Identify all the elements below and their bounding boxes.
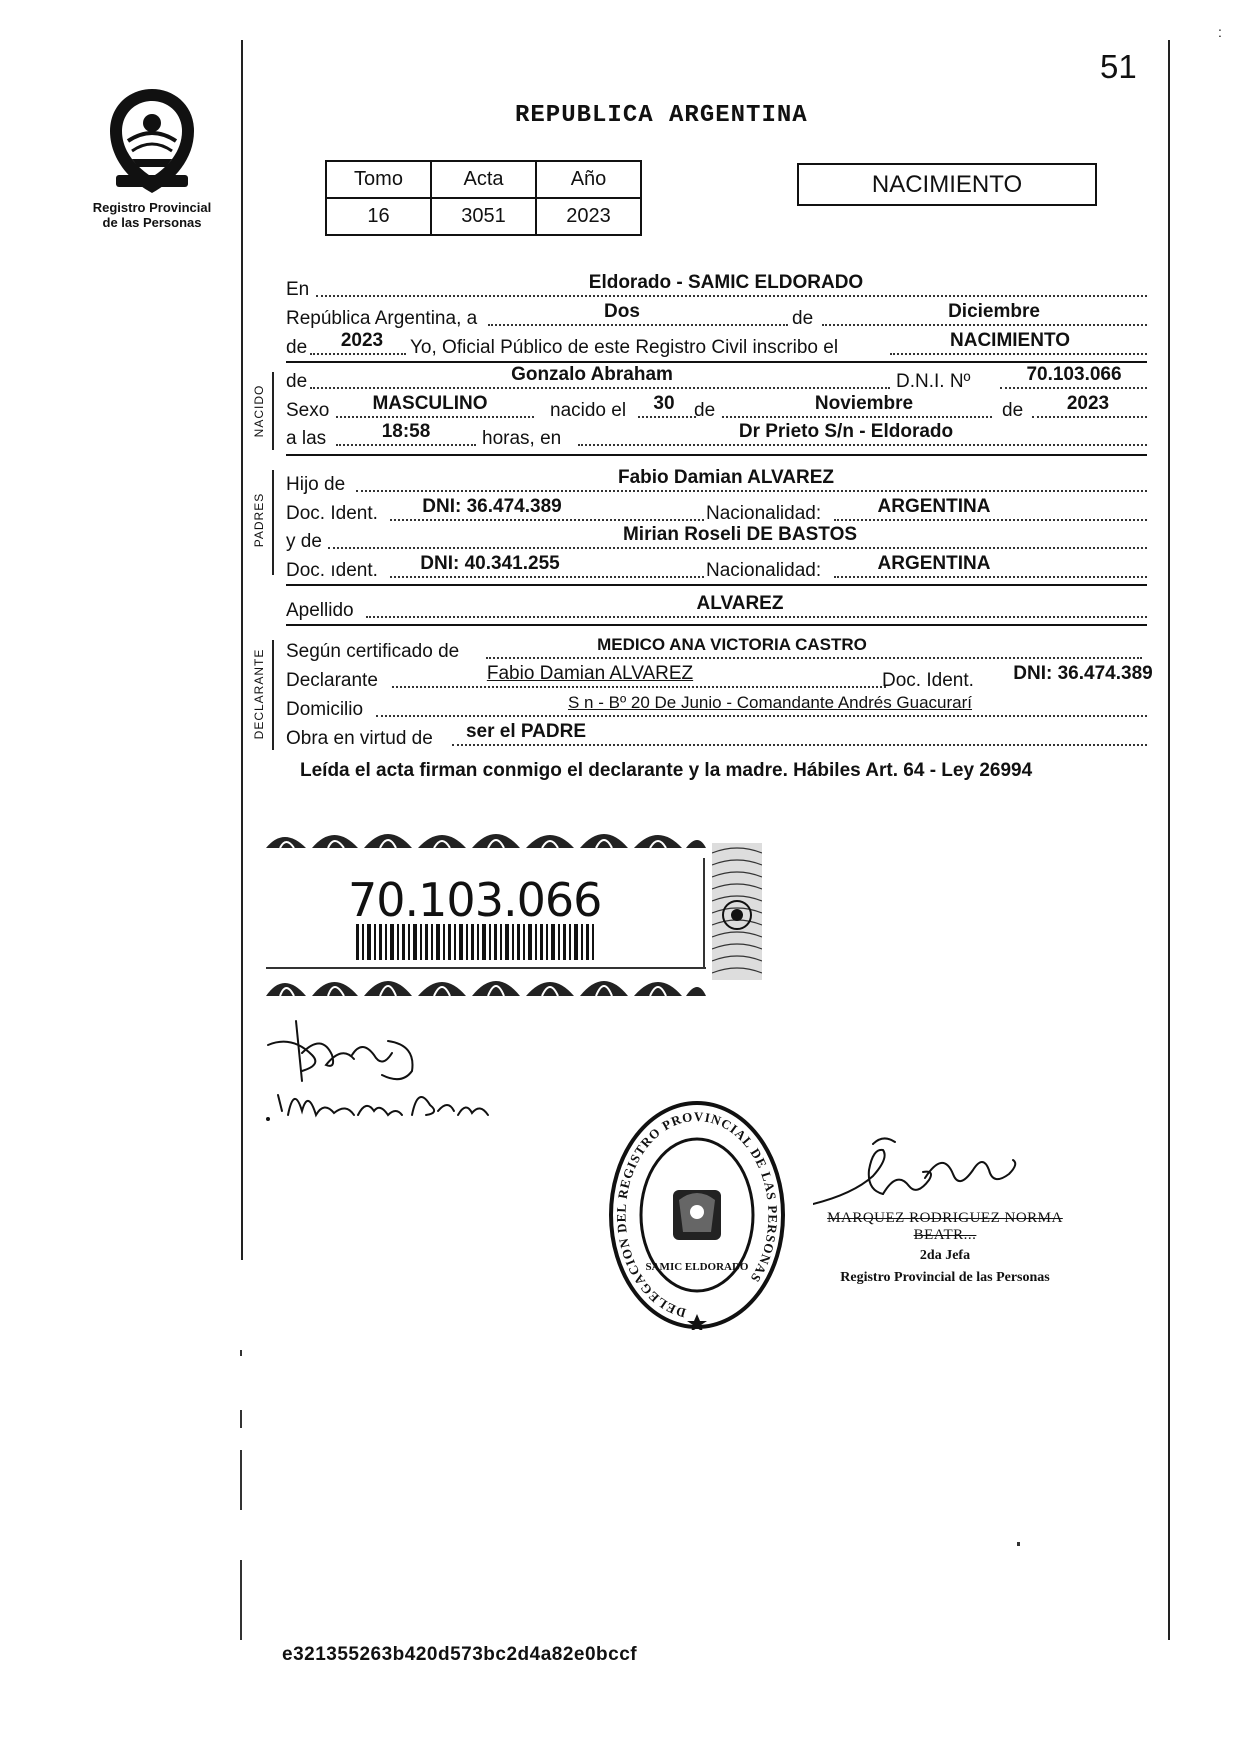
official-title: 2da Jefa xyxy=(919,1248,971,1263)
side-label-nacido-text: NACIDO xyxy=(252,384,266,438)
line-certificate xyxy=(286,637,1147,663)
dotted-leader xyxy=(834,519,1147,521)
label-declarant: Declarante xyxy=(286,670,378,691)
dotted-leader xyxy=(822,324,1147,326)
dotted-leader xyxy=(336,444,476,446)
value-ano: 2023 xyxy=(536,198,641,235)
side-label-padres-text: PADRES xyxy=(252,492,266,548)
line-mother-doc xyxy=(286,553,1147,582)
official-signature xyxy=(813,1130,1023,1210)
line-father xyxy=(286,467,1147,496)
page-number: 51 xyxy=(1100,48,1137,85)
dotted-leader xyxy=(890,353,1147,355)
dotted-leader xyxy=(316,295,1147,297)
value-place: Eldorado - SAMIC ELDORADO xyxy=(588,272,864,293)
section-rule xyxy=(286,454,1147,456)
label-certificate: Según certificado de xyxy=(286,641,460,662)
dotted-leader xyxy=(376,715,1147,717)
value-record-kind: NACIMIENTO xyxy=(950,330,1070,351)
side-bar-padres xyxy=(272,470,274,575)
value-mother-name: Mirian Roseli DE BASTOS xyxy=(622,524,858,545)
dotted-leader xyxy=(486,657,1142,659)
label-nationality: Nacionalidad: xyxy=(706,560,822,581)
line-sex-birth xyxy=(286,393,1147,422)
document-hash: e321355263b420d573bc2d4a82e0bccf xyxy=(282,1644,638,1665)
dotted-leader xyxy=(336,416,534,418)
line-date xyxy=(286,301,1147,330)
label-en: En xyxy=(286,279,310,300)
crest-icon xyxy=(102,85,202,197)
dotted-leader xyxy=(366,616,1147,618)
label-capacity: Obra en virtud de xyxy=(286,728,433,749)
document-heading: REPUBLICA ARGENTINA xyxy=(515,102,808,129)
side-bar-nacido xyxy=(272,372,274,450)
dotted-leader xyxy=(390,576,704,578)
margin-tick xyxy=(240,1350,242,1356)
value-acta: 3051 xyxy=(431,198,536,235)
side-bar-declarante xyxy=(272,640,274,750)
margin-tick xyxy=(240,1450,242,1510)
value-address: S n - Bº 20 De Junio - Comandante Andrés Guacurarí xyxy=(567,693,973,712)
dotted-leader xyxy=(1032,416,1147,418)
line-surname xyxy=(286,593,1147,622)
label-surname: Apellido xyxy=(286,600,354,621)
label-de: de xyxy=(286,371,308,392)
value-birth-place: Dr Prieto S/n - Eldorado xyxy=(738,421,954,442)
margin-tick xyxy=(1017,1542,1020,1546)
value-birth-month: Noviembre xyxy=(814,393,914,414)
value-declarant: Fabio Damian ALVAREZ xyxy=(486,663,694,684)
section-rule xyxy=(286,584,1147,586)
section-rule xyxy=(286,624,1147,626)
dotted-leader xyxy=(452,744,1147,746)
value-father-nationality: ARGENTINA xyxy=(877,496,991,517)
margin-tick xyxy=(240,1560,242,1640)
line-capacity xyxy=(286,721,1147,750)
record-type-box: NACIMIENTO xyxy=(797,163,1097,206)
dotted-leader xyxy=(1000,387,1147,389)
line-declarant xyxy=(286,663,1153,692)
value-father-name: Fabio Damian ALVAREZ xyxy=(617,467,835,488)
dotted-leader xyxy=(638,416,696,418)
dotted-leader xyxy=(328,547,1147,549)
value-mother-doc: DNI: 40.341.255 xyxy=(420,553,560,574)
seal-ring-text: DELEGACION DEL REGISTRO PROVINCIAL DE LAS PERSONAS xyxy=(613,1108,781,1321)
section-rule xyxy=(286,361,1147,363)
label-de: de xyxy=(1002,400,1024,421)
header-tomo: Tomo xyxy=(326,161,431,198)
label-de: de xyxy=(694,400,716,421)
label-and-of: y de xyxy=(286,531,322,552)
label-de: de xyxy=(792,308,814,329)
label-date-prefix: República Argentina, a xyxy=(286,308,478,329)
logo-caption-line2: de las Personas xyxy=(102,215,202,230)
line-time-place xyxy=(286,421,1147,450)
label-time: a las xyxy=(286,428,327,449)
value-surname: ALVAREZ xyxy=(696,593,784,614)
official-block xyxy=(810,1210,1080,1286)
header-acta: Acta xyxy=(431,161,536,198)
closing-statement: Leída el acta firman conmigo el declarante y la madre. Hábiles Art. 64 - Ley 26994 xyxy=(300,760,1033,781)
value-birth-year: 2023 xyxy=(1066,393,1110,414)
official-name: MARQUEZ RODRIGUEZ NORMA BEATR... xyxy=(827,1210,1063,1243)
value-month: Diciembre xyxy=(948,301,1040,322)
header-ano: Año xyxy=(536,161,641,198)
value-sex: MASCULINO xyxy=(372,393,488,414)
registry-logo xyxy=(88,85,216,230)
line-father-doc xyxy=(286,496,1147,525)
dotted-leader xyxy=(722,416,992,418)
value-time: 18:58 xyxy=(381,421,431,442)
label-dni: D.N.I. Nº xyxy=(896,371,971,392)
label-born: nacido el xyxy=(550,400,627,421)
dotted-leader xyxy=(834,576,1147,578)
value-father-doc: DNI: 36.474.389 xyxy=(422,496,562,517)
label-doc-ident: Doc. Ident. xyxy=(882,670,974,691)
line-address xyxy=(286,695,1147,721)
label-address: Domicilio xyxy=(286,699,364,720)
line-inscription xyxy=(286,330,1147,359)
dotted-leader xyxy=(488,324,788,326)
line-child-name xyxy=(286,364,1147,393)
line-mother xyxy=(286,524,1147,553)
value-child-dni: 70.103.066 xyxy=(1026,364,1122,385)
value-birth-day: 30 xyxy=(653,393,675,414)
reference-table xyxy=(325,160,642,236)
label-inscription-text: Yo, Oficial Público de este Registro Civil inscribo el xyxy=(410,337,839,358)
label-doc-ident: Doc. ıdent. xyxy=(286,560,378,581)
value-mother-nationality: ARGENTINA xyxy=(877,553,991,574)
value-certificate: MEDICO ANA VICTORIA CASTRO xyxy=(597,635,867,654)
logo-caption xyxy=(88,200,216,230)
margin-tick xyxy=(240,1410,242,1428)
corner-mark: : xyxy=(1218,24,1222,40)
label-hours-in: horas, en xyxy=(482,428,562,449)
side-label-declarante-text: DECLARANTE xyxy=(252,648,266,740)
dotted-leader xyxy=(310,387,890,389)
label-nationality: Nacionalidad: xyxy=(706,503,822,524)
left-margin-rule xyxy=(241,40,243,1260)
dotted-leader xyxy=(310,353,406,355)
official-office: Registro Provincial de las Personas xyxy=(840,1270,1050,1285)
value-year: 2023 xyxy=(340,330,384,351)
hologram-strip xyxy=(712,843,762,980)
value-tomo: 16 xyxy=(326,198,431,235)
label-doc-ident: Doc. Ident. xyxy=(286,503,378,524)
dotted-leader xyxy=(356,490,1147,492)
right-margin-rule xyxy=(1168,40,1170,1640)
dotted-leader xyxy=(578,444,1147,446)
value-child-name: Gonzalo Abraham xyxy=(511,364,673,385)
parents-signatures xyxy=(262,1015,502,1135)
value-day: Dos xyxy=(604,301,640,322)
seal-inner-text: SAMIC ELDORADO xyxy=(645,1261,749,1273)
logo-caption-line1: Registro Provincial xyxy=(92,200,212,215)
registry-seal xyxy=(607,1100,787,1330)
label-sex: Sexo xyxy=(286,400,330,421)
line-place xyxy=(286,272,1147,301)
label-son-of: Hijo de xyxy=(286,474,346,495)
dotted-leader xyxy=(390,519,704,521)
barcode-number: 70.103.066 xyxy=(348,873,602,927)
value-capacity: ser el PADRE xyxy=(465,721,587,742)
value-declarant-doc: DNI: 36.474.389 xyxy=(1013,663,1153,684)
dotted-leader xyxy=(392,686,886,688)
label-de: de xyxy=(286,337,308,358)
